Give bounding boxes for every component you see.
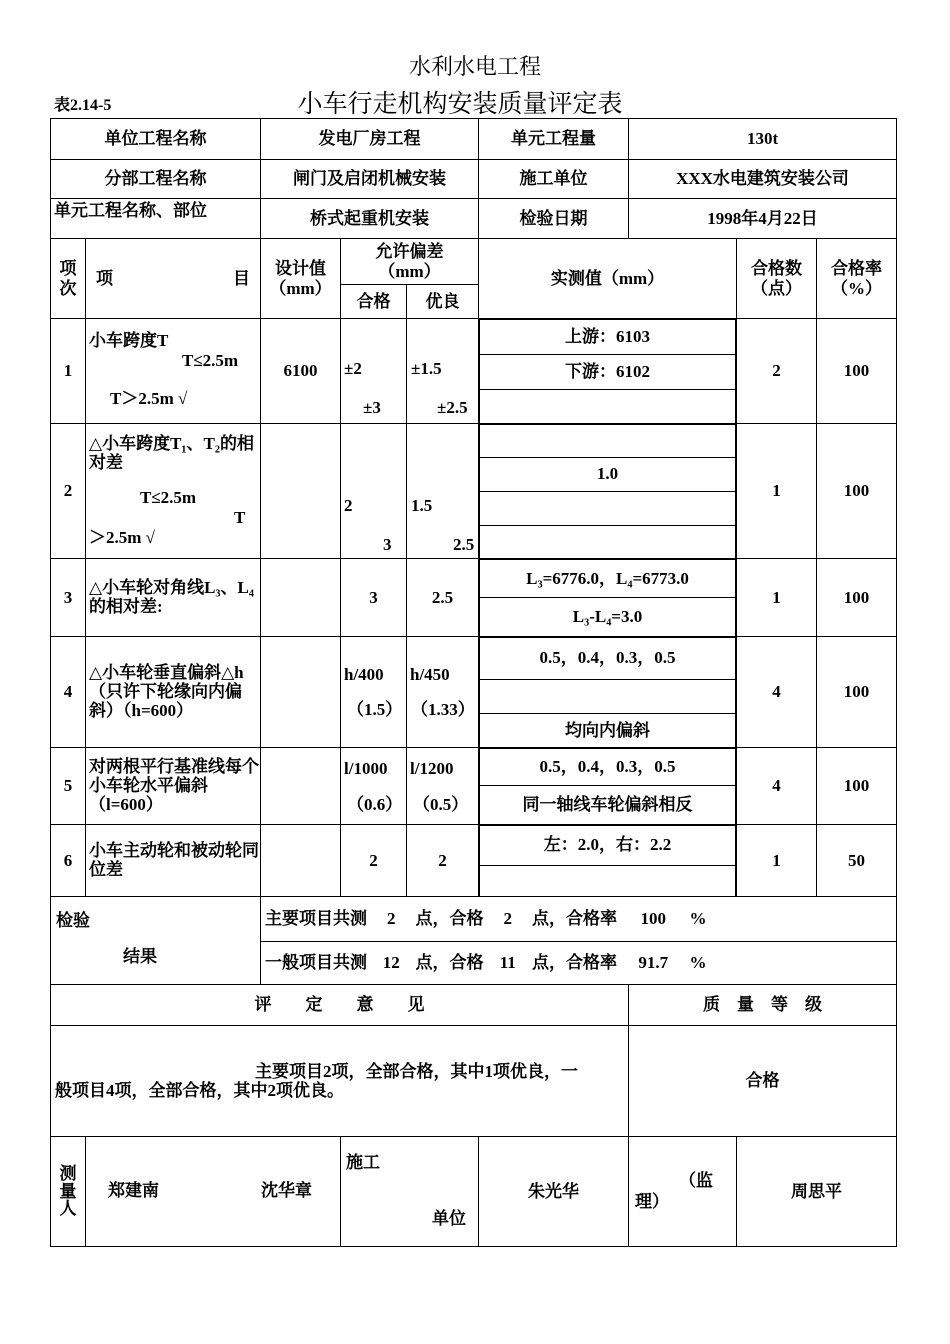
- result-main: 主要项目共测 2 点，合格 2 点，合格率 100 %: [261, 897, 897, 942]
- row-measured: 1.0: [479, 423, 737, 559]
- row-measured: 上游：6103 下游：6102: [479, 319, 737, 424]
- contractor-label: 施工单位: [479, 160, 629, 199]
- row-pass: l/1000 （0.6）: [341, 748, 407, 825]
- row-rate: 100: [817, 319, 897, 424]
- row-design: [261, 824, 341, 897]
- col-good: 优良: [407, 285, 479, 319]
- row-seq: 4: [51, 636, 86, 748]
- row-design: [261, 423, 341, 559]
- row-count: 4: [737, 748, 817, 825]
- row-pass: ±2 ±3: [341, 319, 407, 424]
- table-row: [51, 824, 897, 897]
- row-measured: 左：2.0，右：2.2: [479, 824, 737, 897]
- table-row: [51, 423, 897, 559]
- row-item: 对两根平行基准线每个小车轮水平偏斜（l=600）: [86, 748, 261, 825]
- signature-supervisor: 周思平: [737, 1137, 897, 1247]
- row-seq: 5: [51, 748, 86, 825]
- table-row: [51, 748, 897, 825]
- row-measured: 0.5，0.4，0.3，0.5 均向内偏斜: [479, 636, 737, 748]
- row-good: h/450 （1.33）: [407, 636, 479, 748]
- row-rate: 100: [817, 423, 897, 559]
- date-value: 1998年4月22日: [629, 199, 897, 239]
- row-seq: 1: [51, 319, 86, 424]
- row-measured: 0.5，0.4，0.3，0.5 同一轴线车轮偏斜相反: [479, 748, 737, 825]
- opinion-text: 主要项目2项，全部合格，其中1项优良，一 般项目4项，全部合格，其中2项优良。: [51, 1026, 629, 1137]
- table-row: [51, 319, 897, 424]
- unit-quantity-value: 130t: [629, 119, 897, 160]
- row-good: l/1200 （0.5）: [407, 748, 479, 825]
- col-design: 设计值（mm）: [261, 239, 341, 319]
- col-item-a: 项: [96, 268, 113, 288]
- table-row: [51, 636, 897, 748]
- col-pass: 合格: [341, 285, 407, 319]
- opinion-header: 评 定 意 见: [51, 985, 629, 1026]
- row-good: 2: [407, 824, 479, 897]
- table-row: [51, 559, 897, 637]
- row-design: [261, 559, 341, 637]
- col-measured: 实测值（mm）: [479, 239, 737, 319]
- row-good: 1.5 2.5: [407, 423, 479, 559]
- row-seq: 2: [51, 423, 86, 559]
- row-rate: 100: [817, 636, 897, 748]
- row-design: [261, 748, 341, 825]
- unit-project-label: 单位工程名称: [51, 119, 261, 160]
- col-rate: 合格率（%）: [817, 239, 897, 319]
- col-tolerance: 允许偏差（mm）: [341, 239, 479, 285]
- row-count: 1: [737, 423, 817, 559]
- col-item: [86, 239, 261, 319]
- row-seq: 3: [51, 559, 86, 637]
- row-pass: 2: [341, 824, 407, 897]
- element-label: 单元工程名称、部位: [51, 199, 261, 239]
- signature-people: 郑建南 沈华章: [86, 1137, 341, 1247]
- unit-project-value: 发电厂房工程: [261, 119, 479, 160]
- row-item: △小车轮对角线L₃、L₄的相对差:: [86, 559, 261, 637]
- signature-unit: 施工 单位: [341, 1137, 479, 1247]
- sub-project-label: 分部工程名称: [51, 160, 261, 199]
- row-measured: L₃=6776.0，L₄=6773.0 L₃-L₄=3.0: [479, 559, 737, 637]
- evaluation-table: [50, 118, 897, 1247]
- form-number: 表2.14-5: [54, 97, 112, 114]
- row-good: ±1.5 ±2.5: [407, 319, 479, 424]
- row-count: 1: [737, 824, 817, 897]
- row-count: 4: [737, 636, 817, 748]
- grade-value: 合格: [629, 1026, 897, 1137]
- row-count: 2: [737, 319, 817, 424]
- row-good: 2.5: [407, 559, 479, 637]
- row-item: 小车跨度T T≤2.5m T＞2.5m √: [86, 319, 261, 424]
- row-pass: 2 3: [341, 423, 407, 559]
- row-rate: 50: [817, 824, 897, 897]
- row-item: 小车主动轮和被动轮同位差: [86, 824, 261, 897]
- row-pass: h/400 （1.5）: [341, 636, 407, 748]
- row-item: △小车轮垂直偏斜△h（只许下轮缘向内偏斜）（h=600）: [86, 636, 261, 748]
- row-design: [261, 636, 341, 748]
- page-title: 小车行走机构安装质量评定表: [297, 91, 623, 118]
- unit-quantity-label: 单元工程量: [479, 119, 629, 160]
- date-label: 检验日期: [479, 199, 629, 239]
- result-general: 一般项目共测 12 点，合格 11 点，合格率 91.7 %: [261, 942, 897, 985]
- col-count: 合格数（点）: [737, 239, 817, 319]
- row-rate: 100: [817, 559, 897, 637]
- signature-label: 测量人: [51, 1137, 86, 1247]
- row-design: 6100: [261, 319, 341, 424]
- col-seq: 项次: [51, 239, 86, 319]
- element-value: 桥式起重机安装: [261, 199, 479, 239]
- row-item: △小车跨度T₁、T₂的相对差 T≤2.5m T ＞2.5m √: [86, 423, 261, 559]
- col-item-b: 目: [233, 268, 250, 288]
- grade-header: 质 量 等 级: [629, 985, 897, 1026]
- org-title: 水利水电工程: [408, 54, 541, 79]
- row-seq: 6: [51, 824, 86, 897]
- signature-contractor: 朱光华: [479, 1137, 629, 1247]
- sub-project-value: 闸门及启闭机械安装: [261, 160, 479, 199]
- result-label: 检验 结果: [51, 897, 261, 985]
- signature-supervisor-label: （监 理）: [629, 1137, 737, 1247]
- row-rate: 100: [817, 748, 897, 825]
- contractor-value: XXX水电建筑安装公司: [629, 160, 897, 199]
- row-count: 1: [737, 559, 817, 637]
- row-pass: 3: [341, 559, 407, 637]
